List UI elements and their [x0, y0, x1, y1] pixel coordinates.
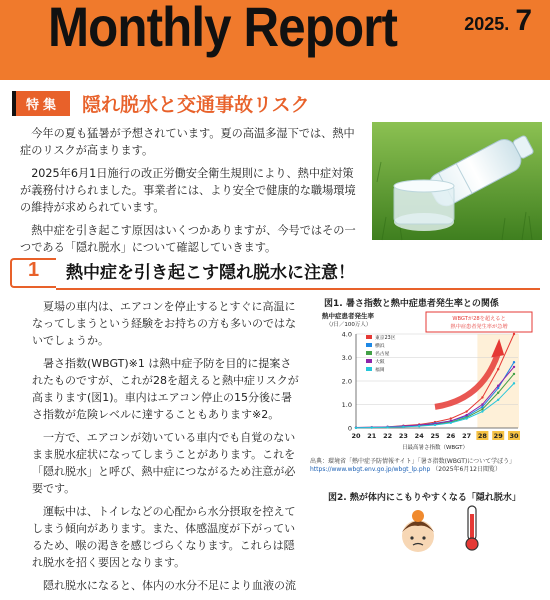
figure-2-caption: 図2. 熱が体内にこもりやすくなる「隠れ脱水」	[328, 493, 521, 503]
hidden-dehydration-illustration	[390, 502, 500, 550]
annotation-text: 熱中症患者発生率が急増	[450, 324, 508, 330]
data-point	[513, 361, 515, 363]
chart-y-unit: （/日／100万人）	[326, 322, 372, 328]
legend-label: 名古屋	[375, 352, 390, 357]
water-bottle-photo	[372, 122, 542, 240]
data-point	[481, 403, 483, 405]
legend-label: 横浜	[375, 344, 385, 349]
data-point	[450, 417, 452, 419]
data-point	[513, 373, 515, 375]
x-tick-label: 26	[446, 432, 456, 440]
feature-tag: 特集	[12, 91, 70, 116]
data-point	[371, 426, 373, 428]
intro-text	[20, 125, 362, 262]
data-point	[465, 417, 467, 419]
data-point	[450, 422, 452, 424]
data-point	[497, 368, 499, 370]
report-title: Monthly Report	[48, 0, 398, 58]
issue-date	[464, 4, 532, 38]
x-tick-label: 22	[383, 432, 393, 440]
x-tick-label: 27	[462, 432, 472, 440]
intro-paragraph: 今年の夏も猛暑が予想されています。夏の高温多湿下では、熱中症のリスクが高まります。	[20, 127, 355, 157]
body-paragraph: 一方で、エアコンが効いている車内でも自覚のないまま脱水症状になってしまうことがあります。これを「隠れ脱水」と呼び、熱中症につながるため注意が必要です。	[32, 431, 296, 495]
y-tick-label: 1.0	[341, 401, 352, 409]
data-point	[497, 392, 499, 394]
intro-paragraph: 熱中症を引き起こす原因はいくつかありますが、今号ではその一つである「隠れ脱水」について確認していきます。	[20, 224, 356, 254]
legend-swatch	[366, 367, 372, 371]
data-point	[418, 425, 420, 427]
data-point	[497, 385, 499, 387]
x-tick-label: 21	[367, 432, 377, 440]
y-tick-label: 3.0	[341, 354, 352, 362]
legend-label: 福岡	[375, 368, 385, 373]
legend-swatch	[366, 351, 372, 355]
feature-heading	[12, 90, 310, 117]
data-point	[386, 426, 388, 428]
body-paragraph: 運転中は、トイレなどの心配から水分摂取を控えてしまう傾向があります。また、体感温度が下がっているため、喉の渇きを感じづらくなります。これらは隠れ脱水を招く要因となります。	[32, 505, 296, 569]
x-axis-label: 日最高暑さ指数（WBGT）	[401, 445, 469, 451]
chart-title: 熱中症患者発生率	[322, 312, 374, 320]
data-point	[513, 366, 515, 368]
annotation-text: WBGTが28を超えると	[452, 316, 506, 322]
x-tick-label: 23	[398, 432, 408, 440]
legend-swatch	[366, 335, 372, 339]
data-point	[402, 426, 404, 428]
data-point	[481, 396, 483, 398]
section-1-body	[32, 298, 300, 600]
source-link[interactable]: https://www.wbgt.env.go.jp/wbgt_lp.php	[310, 466, 431, 473]
source-citation: 出典：環境省「熱中症予防情報サイト」「暑さ指数(WBGT)について学ぼう」	[310, 458, 516, 465]
x-tick-label: 20	[351, 432, 361, 440]
legend-label: 大阪	[375, 360, 385, 365]
data-point	[513, 333, 515, 335]
y-tick-label: 0	[347, 424, 352, 433]
legend-label: 東京23区	[375, 336, 396, 341]
x-tick-label: 25	[430, 432, 440, 440]
data-point	[434, 424, 436, 426]
thermometer-icon	[466, 506, 478, 550]
report-header	[0, 0, 550, 80]
heatstroke-rate-chart	[318, 308, 544, 458]
x-tick-label: 28	[477, 432, 487, 440]
figure-1-source	[310, 458, 515, 474]
data-point	[481, 410, 483, 412]
section-number: 1	[28, 259, 40, 281]
legend-swatch	[366, 343, 372, 347]
data-point	[355, 427, 357, 429]
data-point	[513, 382, 515, 384]
data-point	[465, 410, 467, 412]
legend-swatch	[366, 359, 372, 363]
data-point	[465, 414, 467, 416]
section-title: 熱中症を引き起こす隠れ脱水に注意！	[66, 263, 355, 283]
body-paragraph: 夏場の車内は、エアコンを停止するとすぐに高温になってしまうという経験をお持ちの方も多いのではないでしょうか。	[32, 300, 296, 347]
x-tick-label: 30	[509, 432, 519, 440]
body-paragraph: 暑さ指数(WBGT)※1 は熱中症予防を目的に提案されたものですが、これが28を超えると熱中症リスクが高まります(図1)。車内はエアコン停止の15分後に暑さ指数が危険レベルに達することもあります※2。	[32, 357, 299, 421]
figure-1-caption: 図1. 暑さ指数と熱中症患者発生率との関係	[324, 299, 499, 309]
issue-month: 7	[515, 4, 532, 37]
data-point	[497, 399, 499, 401]
source-date: （2025年6月12日閲覧）	[432, 466, 501, 473]
issue-year: 2025.	[464, 14, 510, 34]
y-tick-label: 2.0	[341, 377, 352, 386]
section-1-heading	[10, 252, 540, 292]
y-tick-label: 4.0	[341, 330, 352, 339]
feature-title: 隠れ脱水と交通事故リスク	[82, 94, 310, 116]
x-tick-label: 29	[493, 432, 503, 440]
data-point	[481, 408, 483, 410]
body-paragraph: 隠れ脱水になると、体内の水分不足により血液の流	[43, 579, 296, 592]
intro-paragraph: 2025年6月1日施行の改正労働安全衛生規則により、熱中症対策が義務付けられました。事業者には、より安全で健康的な職場環境の維持が求められています。	[20, 167, 356, 214]
section-underline	[56, 288, 540, 290]
x-tick-label: 24	[414, 432, 424, 440]
